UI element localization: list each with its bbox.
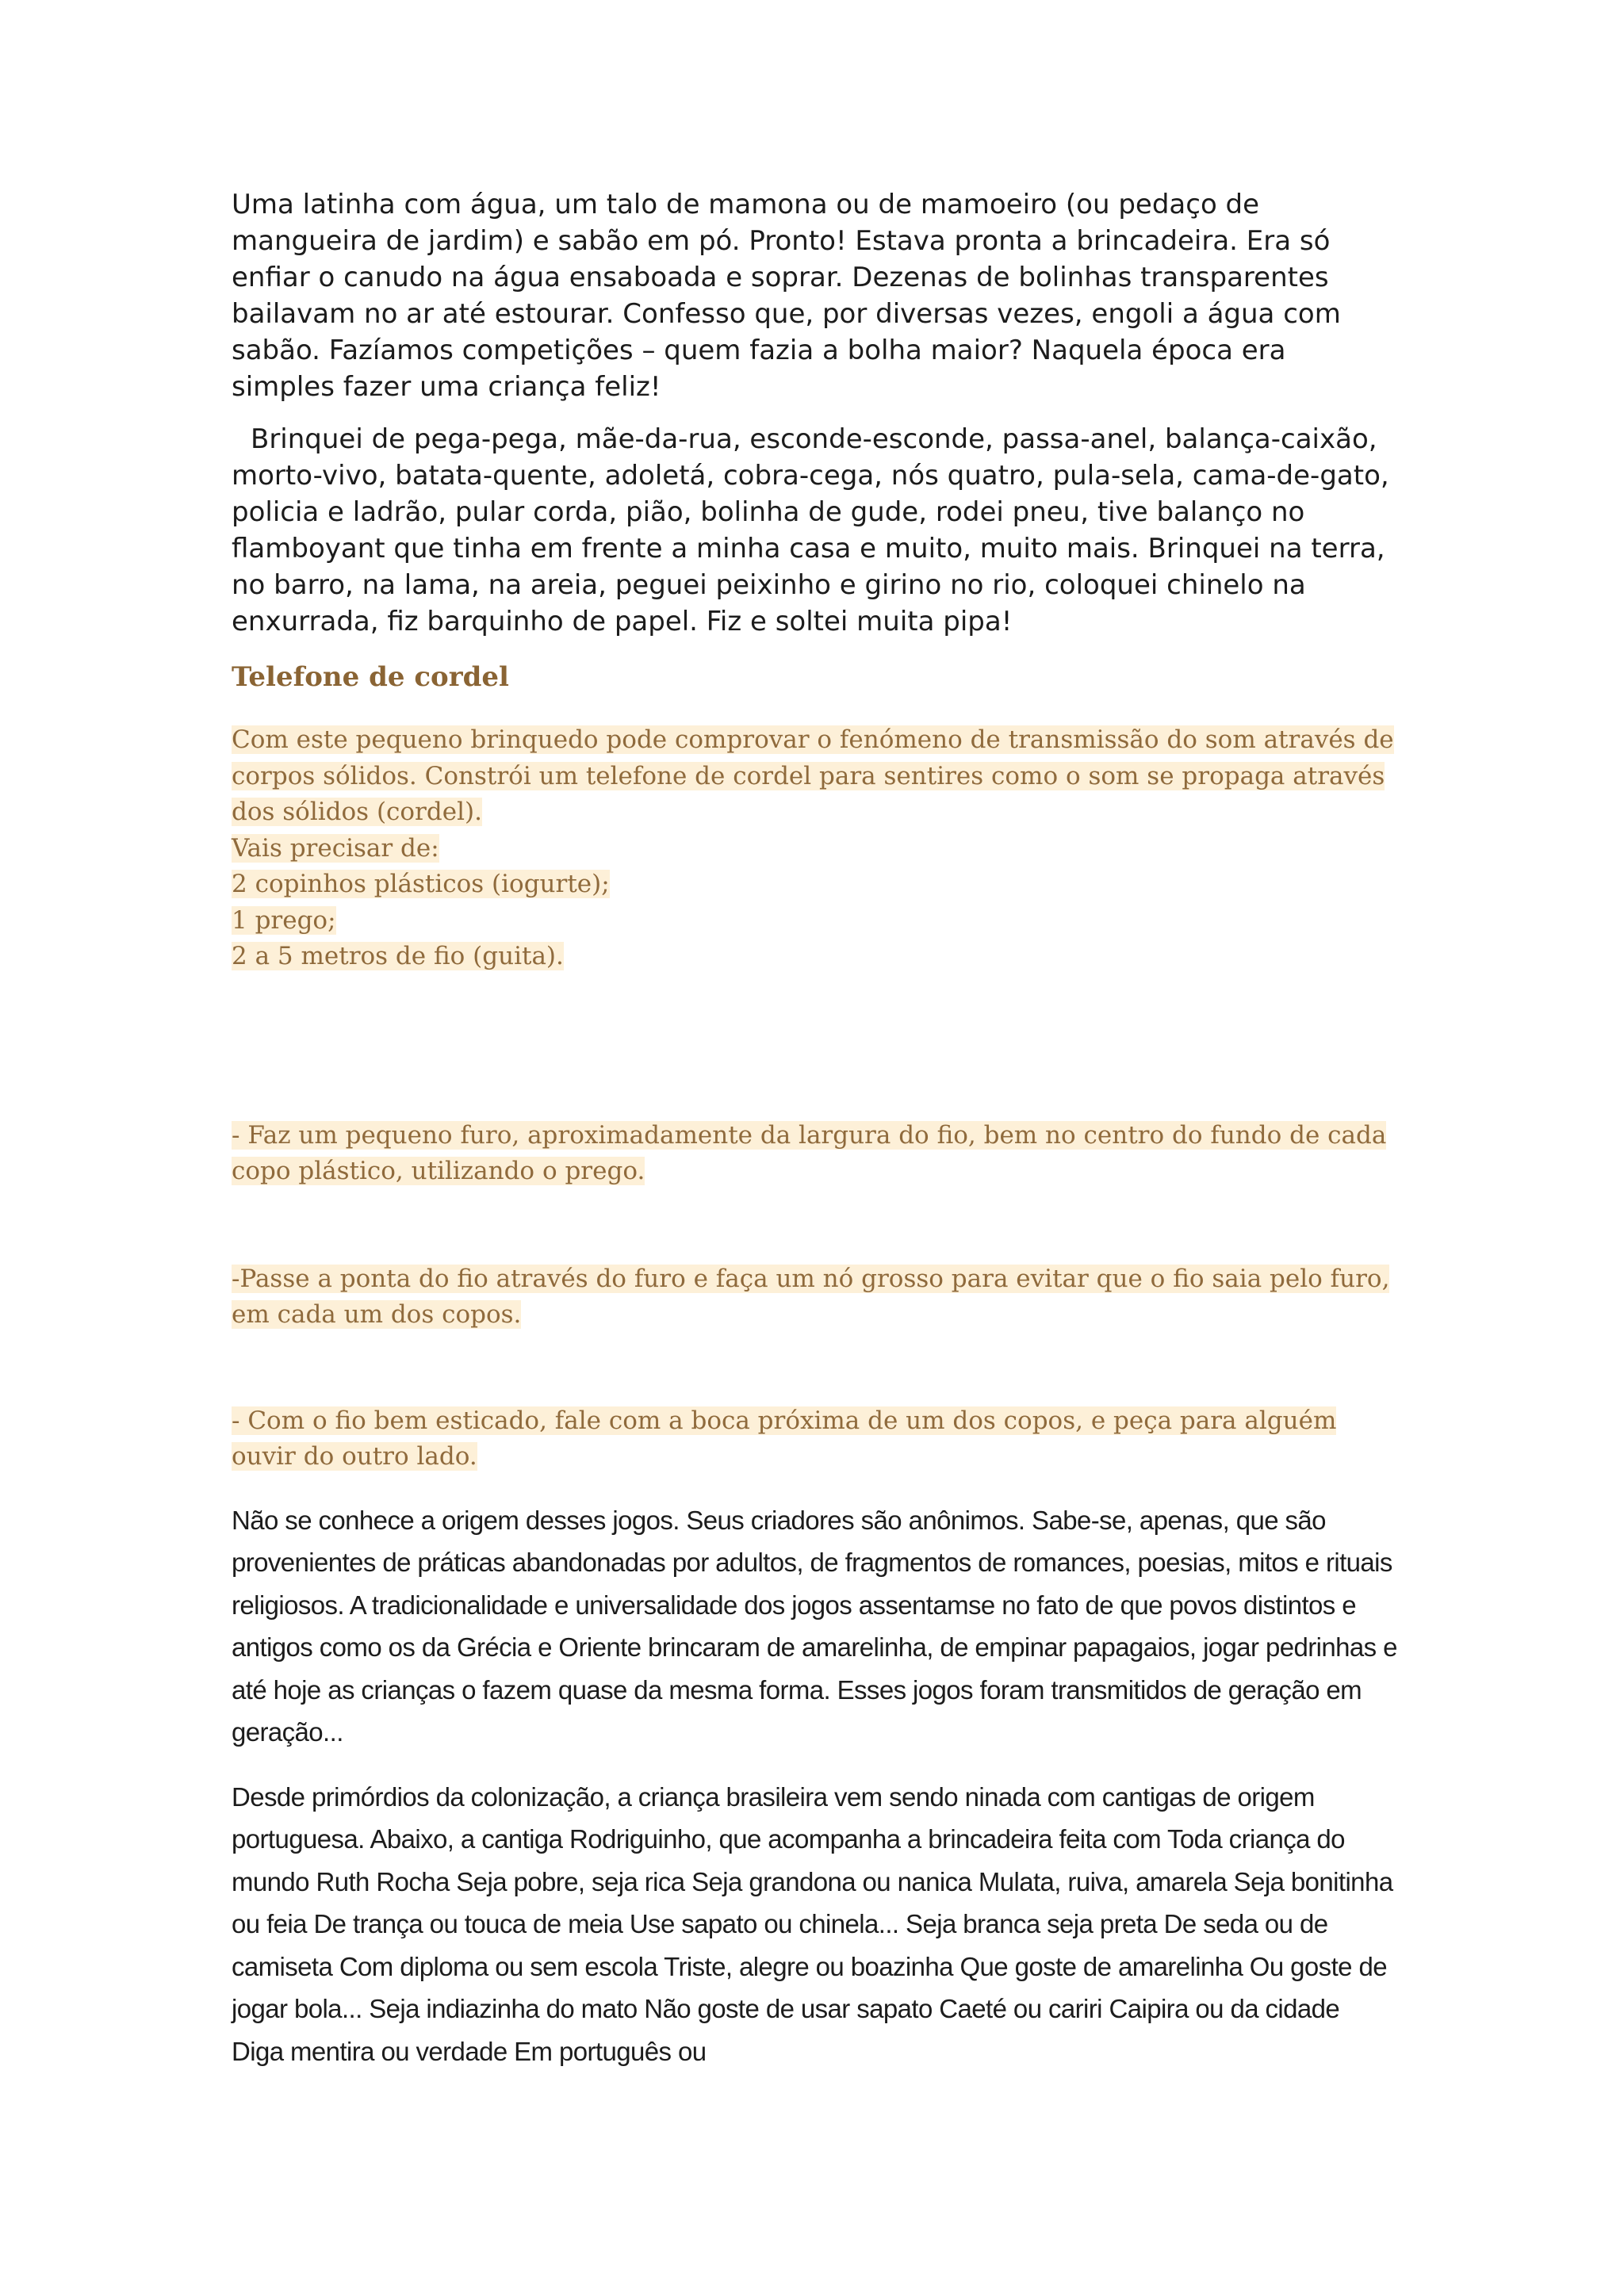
instruction-step-highlight: - Faz um pequeno furo, aproximadamente da largura do fio, bem no centro do fundo de cada copo plástico, utilizando o prego.	[232, 1120, 1387, 1185]
telefone-intro-block	[232, 722, 1397, 975]
instruction-step-highlight: -Passe a ponta do fio através do furo e faça um nó grosso para evitar que o fio saia pelo furo, em cada um dos copos.	[232, 1264, 1390, 1329]
materials-title-highlight: Vais precisar de:	[232, 833, 439, 863]
instruction-step	[232, 1261, 1397, 1334]
materials-item	[232, 903, 1397, 939]
materials-item-highlight: 2 copinhos plásticos (iogurte);	[232, 870, 610, 898]
instruction-step	[232, 1118, 1397, 1190]
paragraph-soap-bubbles: Uma latinha com água, um talo de mamona ou de mamoeiro (ou pedaço de mangueira de jardim) e sabão em pó. Pronto! Estava pronta a brincadeira. Era só enfiar o canudo na água ensaboada e soprar. Dezenas de bolinhas transparentes bailavam no ar até estourar. Confesso que, por diversas vezes, engoli a água com sabão. Fazíamos competições – quem fazia a bolha maior? Naquela época era simples fazer uma criança feliz!	[232, 189, 1341, 403]
materials-item	[232, 939, 1397, 975]
telefone-intro-highlight: Com este pequeno brinquedo pode comprovar o fenómeno de transmissão do som através de corpos sólidos. Constrói um telefone de cordel para sentires como o som se propaga através dos sólidos (cordel).	[232, 725, 1394, 826]
paragraph-childhood-games: Brinquei de pega-pega, mãe-da-rua, esconde-esconde, passa-anel, balança-caixão, morto-vivo, batata-quente, adoletá, cobra-cega, nós quatro, pula-sela, cama-de-gato, policia e ladrão, pular corda, pião, bolinha de gude, rodei pneu, tive balanço no flamboyant que tinha em frente a minha casa e muito, muito mais. Brinquei na terra, no barro, na lama, na areia, peguei peixinho e girino no rio, coloquei chinelo na enxurrada, fiz barquinho de papel. Fiz e soltei muita pipa!	[232, 423, 1389, 637]
materials-item-highlight: 2 a 5 metros de fio (guita).	[232, 942, 564, 970]
materials-title	[232, 831, 1397, 867]
instruction-step	[232, 1403, 1397, 1475]
materials-item	[232, 867, 1397, 903]
section-heading-telefone: Telefone de cordel	[232, 661, 509, 693]
telefone-intro-text	[232, 722, 1397, 831]
materials-item-highlight: 1 prego;	[232, 905, 336, 935]
paragraph-games-origin: Não se conhece a origem desses jogos. Seus criadores são anônimos. Sabe-se, apenas, que são provenientes de práticas abandonadas por adultos, de fragmentos de romances, poesias, mitos e rituais religiosos. A tradicionalidade e universalidade dos jogos assentamse no fato de que povos distintos e antigos como os da Grécia e Oriente brincaram de amarelinha, de empinar papagaios, jogar pedrinhas e até hoje as crianças o fazem quase da mesma forma. Esses jogos foram transmitidos de geração em geração...	[232, 1505, 1397, 1747]
page-content	[232, 186, 1397, 2072]
paragraph-colonization: Desde primórdios da colonização, a criança brasileira vem sendo ninada com cantigas de origem portuguesa. Abaixo, a cantiga Rodriguinho, que acompanha a brincadeira feita com Toda criança do mundo Ruth Rocha Seja pobre, seja rica Seja grandona ou nanica Mulata, ruiva, amarela Seja bonitinha ou feia De trança ou touca de meia Use sapato ou chinela... Seja branca seja preta De seda ou de camiseta Com diploma ou sem escola Triste, alegre ou boazinha Que goste de amarelinha Ou goste de jogar bola... Seja indiazinha do mato Não goste de usar sapato Caeté ou cariri Caipira ou da cidade Diga mentira ou verdade Em português ou	[232, 1781, 1393, 2066]
instruction-step-highlight: - Com o fio bem esticado, fale com a boca próxima de um dos copos, e peça para alguém ouvir do outro lado.	[232, 1406, 1337, 1471]
